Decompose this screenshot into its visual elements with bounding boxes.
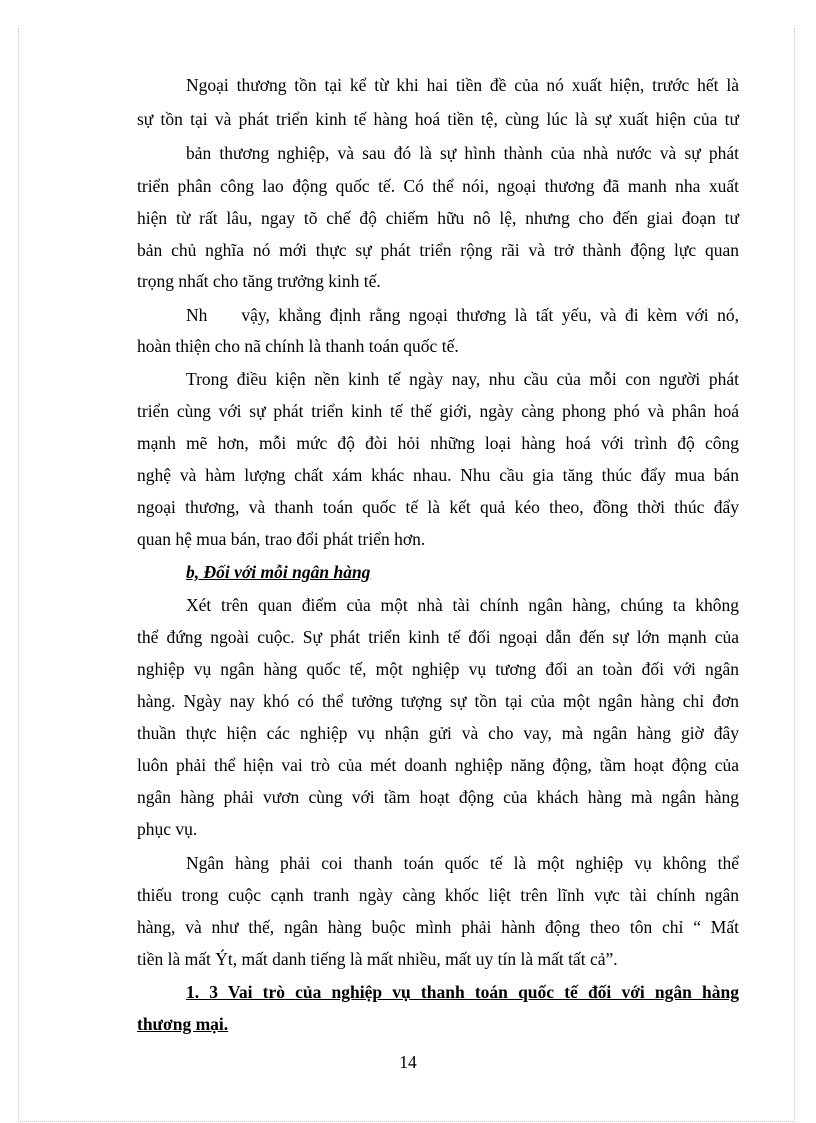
section-heading-1-3-line-1: 1. 3 Vai trò của nghiệp vụ thanh toán quốc tế đối với ngân hàng xyxy=(186,982,739,1002)
paragraph-1-line-3: bản thương nghiệp, và sau đó là sự hình thành của nhà nước và sự phát xyxy=(186,143,739,163)
paragraph-1-line-4: triển phân công lao động quốc tế. Có thể nói, ngoại thương đã manh nha xuất xyxy=(137,176,739,196)
paragraph-3-line-5: ngoại thương, và thanh toán quốc tế là kết quả kéo theo, đồng thời thúc đẩy xyxy=(137,497,739,517)
section-heading-1-3-line-2: thương mại. xyxy=(137,1014,229,1034)
paragraph-1-line-7: trọng nhất cho tăng trưởng kinh tế. xyxy=(137,271,381,291)
paragraph-4-line-5: thuần thực hiện các nghiệp vụ nhận gửi và cho vay, mà ngân hàng giờ đây xyxy=(137,723,739,743)
paragraph-4-line-4: hàng. Ngày nay khó có thể tưởng tượng sự tồn tại của một ngân hàng chỉ đơn xyxy=(137,691,739,711)
paragraph-4-line-3: nghiệp vụ ngân hàng quốc tế, một nghiệp vụ tương đối an toàn đối với ngân xyxy=(137,659,739,679)
paragraph-3-line-1: Trong điều kiện nền kinh tế ngày nay, nhu cầu của mỗi con người phát xyxy=(186,369,739,389)
paragraph-2-line-1: Nh vậy, khẳng định rằng ngoại thương là tất yếu, và đi kèm với nó, xyxy=(186,305,739,325)
paragraph-3-line-4: nghệ và hàm lượng chất xám khác nhau. Nhu cầu gia tăng thúc đẩy mua bán xyxy=(137,465,739,485)
paragraph-4-line-6: luôn phải thể hiện vai trò của mét doanh nghiệp năng động, tầm hoạt động của xyxy=(137,755,739,775)
paragraph-3-line-6: quan hệ mua bán, trao đổi phát triển hơn. xyxy=(137,529,426,549)
paragraph-5-line-4: tiền là mất Ýt, mất danh tiếng là mất nhiều, mất uy tín là mất tất cả”. xyxy=(137,949,618,969)
paragraph-1-line-1: Ngoại thương tồn tại kể từ khi hai tiền đề của nó xuất hiện, trước hết là xyxy=(186,75,739,95)
paragraph-1-line-6: bản chủ nghĩa nó mới thực sự phát triển rộng rãi và trở thành động lực quan xyxy=(137,240,739,260)
paragraph-1-line-2: sự tồn tại và phát triển kinh tế hàng hoá tiền tệ, cùng lúc là sự xuất hiện của tư xyxy=(137,109,739,129)
paragraph-5-line-2: thiếu trong cuộc cạnh tranh ngày càng khốc liệt trên lĩnh vực tài chính ngân xyxy=(137,885,739,905)
paragraph-1-line-5: hiện từ rất lâu, ngay tõ chế độ chiếm hữu nô lệ, nhưng cho đến giai đoạn tư xyxy=(137,208,739,228)
paragraph-4-line-2: thể đứng ngoài cuộc. Sự phát triển kinh tế đối ngoại dẫn đến sự lớn mạnh của xyxy=(137,627,739,647)
paragraph-5-line-1: Ngân hàng phải coi thanh toán quốc tế là một nghiệp vụ không thể xyxy=(186,853,739,873)
paragraph-4-line-1: Xét trên quan điểm của một nhà tài chính ngân hàng, chúng ta không xyxy=(186,595,739,615)
paragraph-4-line-8: phục vụ. xyxy=(137,819,198,839)
paragraph-3-line-2: triển cùng với sự phát triển kinh tế thế giới, ngày càng phong phó và phân hoá xyxy=(137,401,739,421)
paragraph-4-line-7: ngân hàng phải vươn cùng với tầm hoạt động của khách hàng mà ngân hàng xyxy=(137,787,739,807)
page-number: 14 xyxy=(399,1052,417,1072)
paragraph-3-line-3: mạnh mẽ hơn, mỗi mức độ đòi hỏi những loại hàng hoá với trình độ công xyxy=(137,433,739,453)
section-heading-b: b, Đối với mỗi ngân hàng xyxy=(186,562,371,582)
paragraph-5-line-3: hàng, và như thế, ngân hàng buộc mình phải hành động theo tôn chỉ “ Mất xyxy=(137,917,739,937)
paragraph-2-line-2: hoàn thiện cho nã chính là thanh toán quốc tế. xyxy=(137,336,459,356)
